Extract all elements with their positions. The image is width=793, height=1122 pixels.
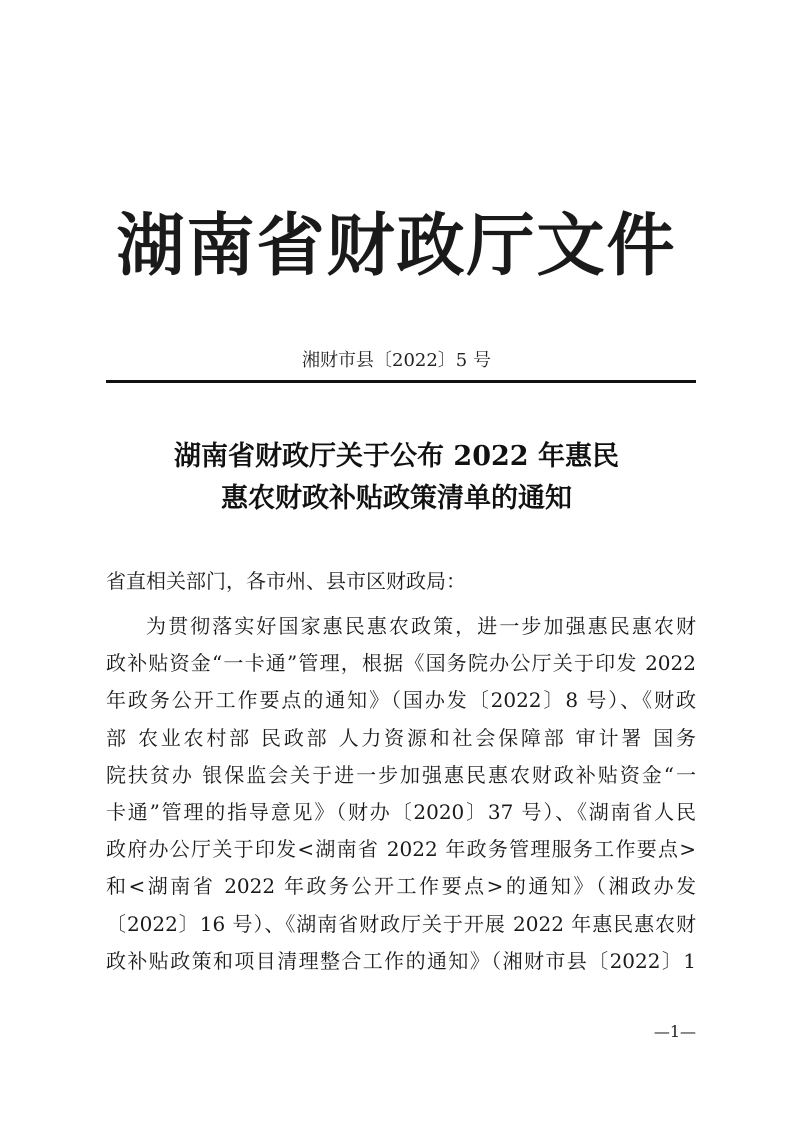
header-divider-line (106, 380, 696, 383)
body-line: 年政务公开工作要点的通知》（国办发〔2022〕8 号）、《财政 (106, 688, 696, 713)
body-line: 和<湖南省 2022 年政务公开工作要点>的通知》（湘政办发 (106, 874, 696, 899)
document-title-line-1: 湖南省财政厅关于公布 2022 年惠民 (174, 441, 619, 472)
body-line: 政府办公厅关于印发<湖南省 2022 年政务管理服务工作要点> (106, 837, 696, 862)
body-line: 政补贴政策和项目清理整合工作的通知》（湘财市县〔2022〕1 (106, 948, 696, 973)
document-title (0, 436, 793, 520)
body-line: 〔2022〕16 号）、《湖南省财政厅关于开展 2022 年惠民惠农财 (106, 911, 696, 936)
page-number: —1— (653, 1022, 696, 1041)
document-number: 湘财市县〔2022〕5 号 (302, 350, 491, 371)
body-line: 卡通”管理的指导意见》（财办〔2020〕37 号）、《湖南省人民 (106, 799, 696, 824)
salutation: 省直相关部门，各市州、县市区财政局： (106, 569, 466, 593)
body-line: 为贯彻落实好国家惠民惠农政策，进一步加强惠民惠农财 (146, 614, 696, 638)
document-title-line-2: 惠农财政补贴政策清单的通知 (221, 483, 572, 514)
body-paragraph (106, 608, 696, 980)
body-line: 部 农业农村部 民政部 人力资源和社会保障部 审计署 国务 (106, 725, 696, 750)
body-line: 政补贴资金“一卡通”管理，根据《国务院办公厅关于印发 2022 (106, 651, 696, 676)
body-line: 院扶贫办 银保监会关于进一步加强惠民惠农财政补贴资金“一 (106, 762, 696, 787)
document-masthead: 湖南省财政厅文件 (116, 206, 677, 286)
